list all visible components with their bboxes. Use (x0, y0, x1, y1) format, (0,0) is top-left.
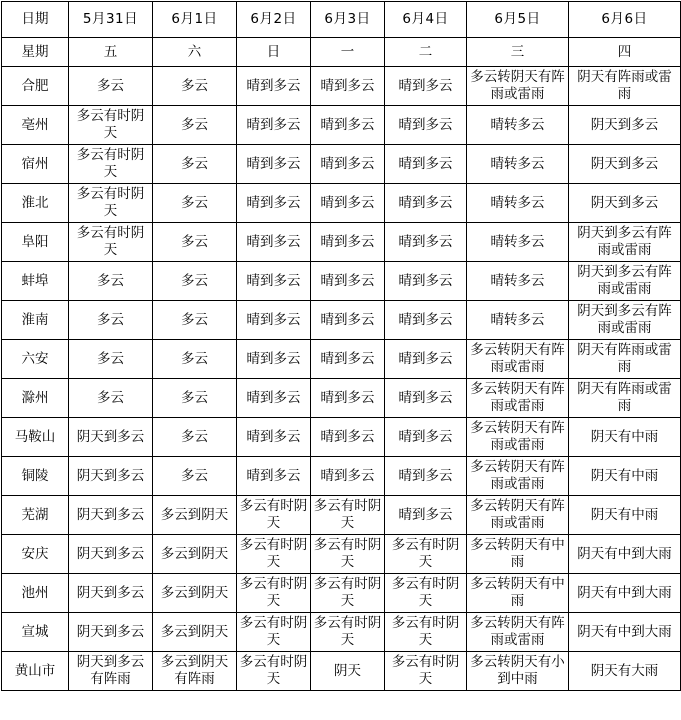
forecast-cell: 晴到多云 (311, 340, 385, 379)
forecast-cell: 多云转阴天有阵雨或雷雨 (467, 418, 569, 457)
forecast-cell: 多云转阴天有阵雨或雷雨 (467, 496, 569, 535)
forecast-cell: 多云有时阴天 (69, 184, 153, 223)
forecast-cell: 多云转阴天有阵雨或雷雨 (467, 457, 569, 496)
date-cell: 5月31日 (69, 2, 153, 38)
forecast-cell: 多云有时阴天 (69, 106, 153, 145)
forecast-cell: 晴到多云 (385, 496, 467, 535)
forecast-cell: 阴天到多云有阵雨 (69, 652, 153, 691)
forecast-cell: 晴到多云 (385, 301, 467, 340)
date-cell: 6月6日 (569, 2, 681, 38)
forecast-cell: 多云有时阴天 (69, 145, 153, 184)
forecast-cell: 多云有时阴天 (311, 496, 385, 535)
forecast-cell: 多云到阴天 (153, 574, 237, 613)
city-row (2, 457, 681, 496)
city-row (2, 184, 681, 223)
forecast-cell: 阴天有中雨 (569, 418, 681, 457)
forecast-cell: 多云转阴天有阵雨或雷雨 (467, 613, 569, 652)
forecast-cell: 阴天到多云有阵雨或雷雨 (569, 301, 681, 340)
forecast-cell: 阴天有阵雨或雷雨 (569, 379, 681, 418)
forecast-cell: 多云 (153, 223, 237, 262)
forecast-cell: 阴天有中到大雨 (569, 613, 681, 652)
city-name: 黄山市 (2, 652, 69, 691)
forecast-cell: 晴到多云 (237, 457, 311, 496)
city-name: 铜陵 (2, 457, 69, 496)
forecast-cell: 晴到多云 (311, 262, 385, 301)
forecast-cell: 阴天到多云 (69, 418, 153, 457)
forecast-cell: 多云有时阴天 (311, 535, 385, 574)
forecast-cell: 阴天到多云 (569, 145, 681, 184)
forecast-cell: 晴到多云 (237, 106, 311, 145)
city-name: 六安 (2, 340, 69, 379)
city-row (2, 496, 681, 535)
forecast-cell: 阴天有中到大雨 (569, 574, 681, 613)
forecast-cell: 阴天到多云 (569, 106, 681, 145)
weekday-cell: 六 (153, 38, 237, 67)
forecast-cell: 阴天到多云有阵雨或雷雨 (569, 262, 681, 301)
city-row (2, 379, 681, 418)
city-name: 芜湖 (2, 496, 69, 535)
forecast-cell: 晴到多云 (237, 379, 311, 418)
forecast-cell: 晴到多云 (311, 457, 385, 496)
forecast-cell: 晴到多云 (237, 340, 311, 379)
forecast-cell: 阴天到多云 (69, 613, 153, 652)
forecast-cell: 晴转多云 (467, 262, 569, 301)
forecast-cell: 多云到阴天有阵雨 (153, 652, 237, 691)
weekday-row (2, 38, 681, 67)
forecast-cell: 多云 (69, 262, 153, 301)
weekday-cell: 二 (385, 38, 467, 67)
city-name: 安庆 (2, 535, 69, 574)
weekday-cell: 一 (311, 38, 385, 67)
city-name: 淮北 (2, 184, 69, 223)
forecast-cell: 多云转阴天有阵雨或雷雨 (467, 67, 569, 106)
forecast-cell: 阴天有中雨 (569, 457, 681, 496)
forecast-cell: 阴天到多云有阵雨或雷雨 (569, 223, 681, 262)
forecast-cell: 多云有时阴天 (311, 613, 385, 652)
forecast-cell: 多云到阴天 (153, 613, 237, 652)
forecast-cell: 多云转阴天有小到中雨 (467, 652, 569, 691)
city-row (2, 262, 681, 301)
forecast-cell: 多云 (153, 106, 237, 145)
city-name: 宿州 (2, 145, 69, 184)
forecast-cell: 阴天到多云 (69, 535, 153, 574)
city-row (2, 145, 681, 184)
forecast-cell: 多云有时阴天 (237, 652, 311, 691)
date-cell: 6月5日 (467, 2, 569, 38)
forecast-cell: 多云 (153, 67, 237, 106)
forecast-cell: 晴到多云 (311, 67, 385, 106)
forecast-cell: 多云 (153, 379, 237, 418)
forecast-cell: 多云 (69, 301, 153, 340)
city-name: 池州 (2, 574, 69, 613)
city-row (2, 652, 681, 691)
forecast-cell: 晴到多云 (311, 418, 385, 457)
forecast-cell: 晴到多云 (237, 145, 311, 184)
city-name: 亳州 (2, 106, 69, 145)
forecast-cell: 多云 (153, 262, 237, 301)
city-row (2, 418, 681, 457)
forecast-cell: 阴天有中雨 (569, 496, 681, 535)
date-cell: 6月4日 (385, 2, 467, 38)
forecast-cell: 多云转阴天有阵雨或雷雨 (467, 379, 569, 418)
weekday-cell: 日 (237, 38, 311, 67)
forecast-cell: 晴转多云 (467, 145, 569, 184)
forecast-cell: 晴到多云 (237, 223, 311, 262)
date-cell: 6月3日 (311, 2, 385, 38)
forecast-cell: 阴天有阵雨或雷雨 (569, 340, 681, 379)
city-row (2, 106, 681, 145)
city-name: 阜阳 (2, 223, 69, 262)
forecast-cell: 多云 (153, 184, 237, 223)
forecast-cell: 晴到多云 (385, 145, 467, 184)
forecast-cell: 多云 (69, 67, 153, 106)
forecast-cell: 晴到多云 (385, 418, 467, 457)
forecast-cell: 晴到多云 (385, 67, 467, 106)
forecast-cell: 阴天 (311, 652, 385, 691)
city-name: 淮南 (2, 301, 69, 340)
forecast-cell: 多云 (153, 340, 237, 379)
city-name: 合肥 (2, 67, 69, 106)
forecast-cell: 阴天有中到大雨 (569, 535, 681, 574)
forecast-cell: 晴到多云 (237, 184, 311, 223)
forecast-cell: 多云有时阴天 (237, 613, 311, 652)
city-row (2, 223, 681, 262)
city-name: 宣城 (2, 613, 69, 652)
weather-forecast-table (1, 1, 681, 691)
city-row (2, 67, 681, 106)
forecast-cell: 晴到多云 (385, 223, 467, 262)
city-name: 蚌埠 (2, 262, 69, 301)
forecast-cell: 多云有时阴天 (385, 574, 467, 613)
forecast-cell: 多云转阴天有阵雨或雷雨 (467, 340, 569, 379)
weekday-cell: 三 (467, 38, 569, 67)
city-row (2, 574, 681, 613)
forecast-cell: 多云有时阴天 (385, 613, 467, 652)
forecast-cell: 多云有时阴天 (385, 652, 467, 691)
forecast-cell: 多云到阴天 (153, 496, 237, 535)
city-row (2, 340, 681, 379)
forecast-cell: 晴到多云 (311, 106, 385, 145)
forecast-cell: 多云有时阴天 (237, 535, 311, 574)
city-name: 滁州 (2, 379, 69, 418)
forecast-cell: 晴转多云 (467, 106, 569, 145)
forecast-cell: 多云有时阴天 (237, 496, 311, 535)
date-label: 日期 (2, 2, 69, 38)
forecast-cell: 晴到多云 (311, 301, 385, 340)
city-row (2, 535, 681, 574)
forecast-cell: 多云转阴天有中雨 (467, 574, 569, 613)
forecast-cell: 多云 (153, 457, 237, 496)
city-name: 马鞍山 (2, 418, 69, 457)
forecast-cell: 晴到多云 (385, 184, 467, 223)
forecast-cell: 阴天到多云 (69, 574, 153, 613)
forecast-cell: 多云到阴天 (153, 535, 237, 574)
forecast-cell: 晴转多云 (467, 223, 569, 262)
forecast-cell: 晴到多云 (385, 262, 467, 301)
forecast-cell: 晴到多云 (311, 184, 385, 223)
forecast-cell: 晴到多云 (385, 457, 467, 496)
forecast-cell: 多云有时阴天 (311, 574, 385, 613)
forecast-cell: 多云 (69, 379, 153, 418)
forecast-cell: 晴到多云 (385, 379, 467, 418)
forecast-cell: 阴天到多云 (69, 496, 153, 535)
forecast-cell: 晴到多云 (237, 67, 311, 106)
date-cell: 6月1日 (153, 2, 237, 38)
weekday-label: 星期 (2, 38, 69, 67)
forecast-cell: 多云有时阴天 (385, 535, 467, 574)
forecast-cell: 晴到多云 (237, 262, 311, 301)
forecast-cell: 多云转阴天有中雨 (467, 535, 569, 574)
forecast-cell: 多云 (153, 145, 237, 184)
city-row (2, 301, 681, 340)
forecast-cell: 晴到多云 (237, 418, 311, 457)
forecast-cell: 阴天到多云 (569, 184, 681, 223)
forecast-cell: 晴到多云 (311, 223, 385, 262)
date-cell: 6月2日 (237, 2, 311, 38)
forecast-cell: 阴天到多云 (69, 457, 153, 496)
forecast-cell: 多云 (69, 340, 153, 379)
forecast-cell: 多云 (153, 418, 237, 457)
forecast-cell: 多云 (153, 301, 237, 340)
forecast-cell: 晴到多云 (385, 340, 467, 379)
weekday-cell: 四 (569, 38, 681, 67)
forecast-cell: 晴转多云 (467, 184, 569, 223)
forecast-cell: 晴到多云 (311, 379, 385, 418)
city-row (2, 613, 681, 652)
forecast-cell: 多云有时阴天 (69, 223, 153, 262)
forecast-cell: 晴到多云 (311, 145, 385, 184)
date-header-row (2, 2, 681, 38)
weekday-cell: 五 (69, 38, 153, 67)
forecast-cell: 多云有时阴天 (237, 574, 311, 613)
forecast-cell: 晴转多云 (467, 301, 569, 340)
forecast-cell: 阴天有大雨 (569, 652, 681, 691)
forecast-cell: 晴到多云 (385, 106, 467, 145)
forecast-cell: 晴到多云 (237, 301, 311, 340)
forecast-cell: 阴天有阵雨或雷雨 (569, 67, 681, 106)
